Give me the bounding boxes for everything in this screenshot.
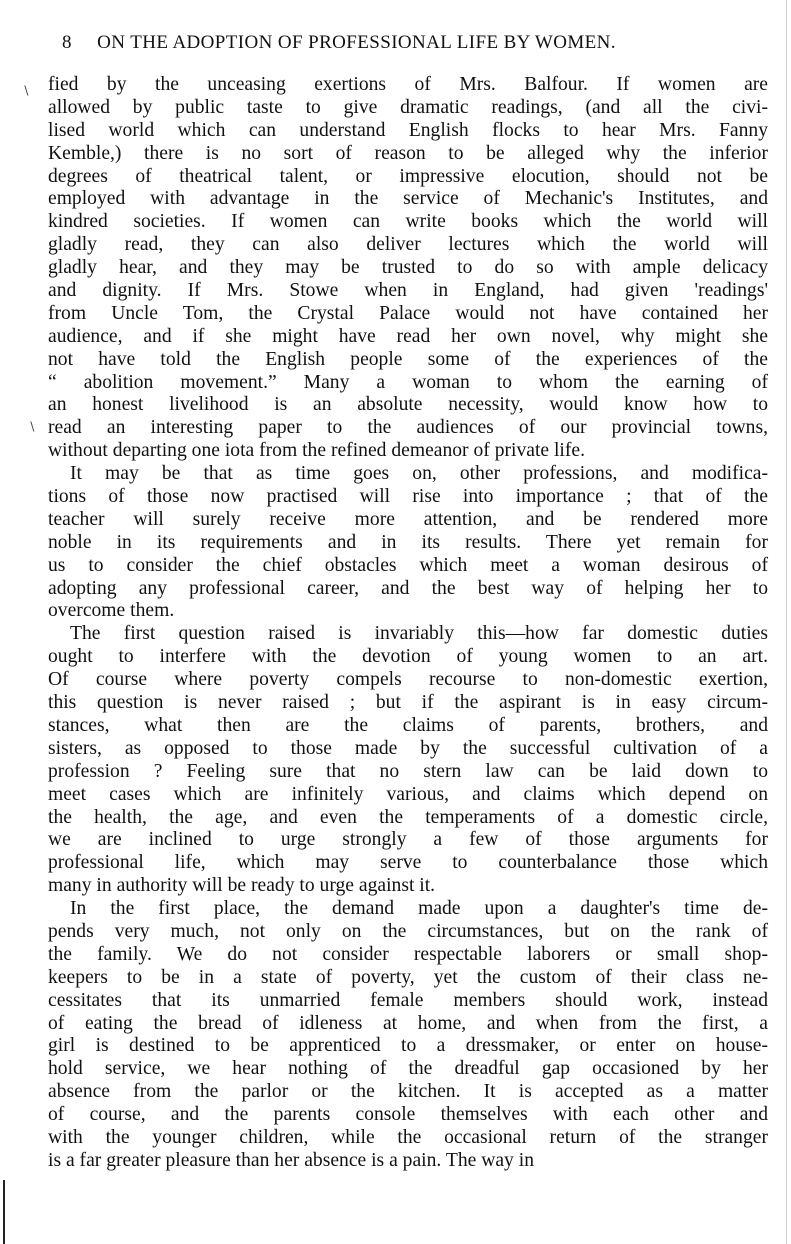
text-line: the family. We do not consider respectable laborers or small shop- bbox=[48, 943, 768, 965]
text-line: overcome them. bbox=[48, 600, 175, 622]
running-title: ON THE ADOPTION OF PROFESSIONAL LIFE BY WOMEN. bbox=[97, 32, 616, 53]
body-text bbox=[48, 74, 768, 1173]
running-header bbox=[62, 32, 762, 62]
margin-mark: ∖ bbox=[28, 420, 36, 434]
text-line: fied by the unceasing exertions of Mrs. Balfour. If women are bbox=[48, 74, 768, 95]
text-line: the health, the age, and even the temperaments of a domestic circle, bbox=[48, 806, 768, 828]
page-edge-rule bbox=[786, 0, 787, 1244]
text-line: girl is destined to be apprenticed to a dressmaker, or enter on house- bbox=[48, 1035, 768, 1057]
text-line: noble in its requirements and in its results. There yet remain for bbox=[48, 531, 768, 553]
text-line: keepers to be in a state of poverty, yet the custom of their class ne- bbox=[48, 966, 768, 988]
text-line: Kemble,) there is no sort of reason to be alleged why the inferior bbox=[48, 142, 768, 164]
text-line: without departing one iota from the refined demeanor of private life. bbox=[48, 440, 586, 462]
text-line: meet cases which are infinitely various, and claims which depend on bbox=[48, 783, 768, 805]
text-line: teacher will surely receive more attention, and be rendered more bbox=[48, 508, 768, 530]
text-line: Of course where poverty compels recourse to non-domestic exertion, bbox=[48, 669, 768, 691]
margin-mark: ∖ bbox=[22, 84, 30, 98]
text-line: allowed by public taste to give dramatic readings, (and all the civi- bbox=[48, 96, 768, 118]
text-line: of course, and the parents console themselves with each other and bbox=[48, 1104, 768, 1126]
page-number: 8 bbox=[62, 32, 72, 53]
text-line: ought to interfere with the devotion of young women to an art. bbox=[48, 646, 768, 668]
text-line: of eating the bread of idleness at home, and when from the first, a bbox=[48, 1012, 768, 1034]
text-line: with the younger children, while the occasional return of the stranger bbox=[48, 1126, 768, 1148]
text-line: an honest livelihood is an absolute necessity, would know how to bbox=[48, 394, 768, 416]
text-line: pends very much, not only on the circumstances, but on the rank of bbox=[48, 920, 768, 942]
text-line: gladly read, they can also deliver lectures which the world will bbox=[48, 234, 768, 256]
text-line: stances, what then are the claims of parents, brothers, and bbox=[48, 714, 768, 736]
text-line: tions of those now practised will rise into importance ; that of the bbox=[48, 486, 768, 508]
text-line: this question is never raised ; but if the aspirant is in easy circum- bbox=[48, 692, 768, 714]
text-line: many in authority will be ready to urge against it. bbox=[48, 875, 436, 897]
text-line: sisters, as opposed to those made by the successful cultivation of a bbox=[48, 737, 768, 759]
text-line: lised world which can understand English flocks to hear Mrs. Fanny bbox=[48, 119, 768, 141]
text-line: not have told the English people some of the experiences of the bbox=[48, 348, 768, 370]
text-line: profession ? Feeling sure that no stern law can be laid down to bbox=[48, 760, 768, 782]
text-line: audience, and if she might have read her own novel, why might she bbox=[48, 325, 768, 347]
text-line: employed with advantage in the service of Mechanic's Institutes, and bbox=[48, 188, 768, 210]
text-line: In the first place, the demand made upon a daughter's time de- bbox=[70, 898, 768, 920]
text-line: gladly hear, and they may be trusted to do so with ample delicacy bbox=[48, 257, 768, 279]
text-line: degrees of theatrical talent, or impressive elocution, should not be bbox=[48, 165, 768, 187]
text-line: is a far greater pleasure than her absence is a pain. The way in bbox=[48, 1149, 534, 1171]
binding-edge-mark bbox=[3, 1180, 5, 1244]
text-line: cessitates that its unmarried female members should work, instead bbox=[48, 989, 768, 1011]
text-line: we are inclined to urge strongly a few of those arguments for bbox=[48, 829, 768, 851]
text-line: It may be that as time goes on, other professions, and modifica- bbox=[70, 463, 768, 485]
text-line: absence from the parlor or the kitchen. It is accepted as a matter bbox=[48, 1081, 768, 1103]
text-line: and dignity. If Mrs. Stowe when in England, had given 'readings' bbox=[48, 280, 768, 302]
text-line: from Uncle Tom, the Crystal Palace would not have contained her bbox=[48, 302, 768, 324]
text-line: kindred societies. If women can write books which the world will bbox=[48, 211, 768, 233]
text-line: us to consider the chief obstacles which meet a woman desirous of bbox=[48, 554, 768, 576]
text-line: The first question raised is invariably this—how far domestic duties bbox=[70, 623, 768, 645]
text-line: hold service, we hear nothing of the dreadful gap occasioned by her bbox=[48, 1058, 768, 1080]
text-line: professional life, which may serve to counterbalance those which bbox=[48, 852, 768, 874]
text-line: adopting any professional career, and the best way of helping her to bbox=[48, 577, 768, 599]
text-line: “ abolition movement.” Many a woman to whom the earning of bbox=[48, 371, 768, 393]
text-line: read an interesting paper to the audiences of our provincial towns, bbox=[48, 417, 768, 439]
